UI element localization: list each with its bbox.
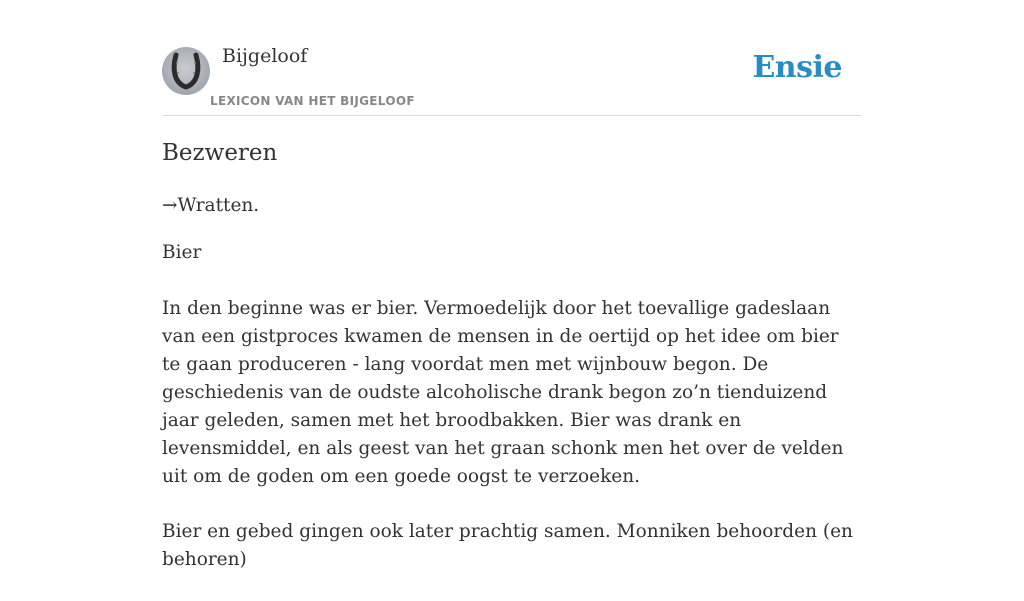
horseshoe-icon [162,47,210,95]
brand-logo-link[interactable]: Ensie [752,50,842,85]
book-subtitle: LEXICON VAN HET BIJGELOOF [210,94,415,108]
section-heading: Bier [162,242,202,263]
avatar[interactable] [162,47,210,95]
cross-reference [162,192,862,220]
paragraph: Bier en gebed gingen ook later prachtig samen. Monniken behoorden (en behoren) [162,521,853,570]
header [162,0,862,116]
reference-link[interactable]: Wratten. [177,195,260,216]
entry-title: Bezweren [162,140,278,166]
page-container [162,0,862,570]
entry-content [162,192,862,601]
arrow-icon: → [162,195,178,216]
book-title[interactable]: Bijgeloof [222,45,308,67]
paragraph: In den beginne was er bier. Vermoedelijk door het toevallige gadeslaan van een gistproces kwamen de mensen in de oertijd op het idee om bier te gaan produceren - lang voordat men met wijnbouw begon. De geschiedenis van de oudste alcoholische drank begon zo’n tienduizend jaar geleden, samen met het broodbakken. Bier was drank en levensmiddel, en als geest van het graan schonk men het over de velden uit om de goden om een goede oogst te verzoeken. [162,298,844,487]
